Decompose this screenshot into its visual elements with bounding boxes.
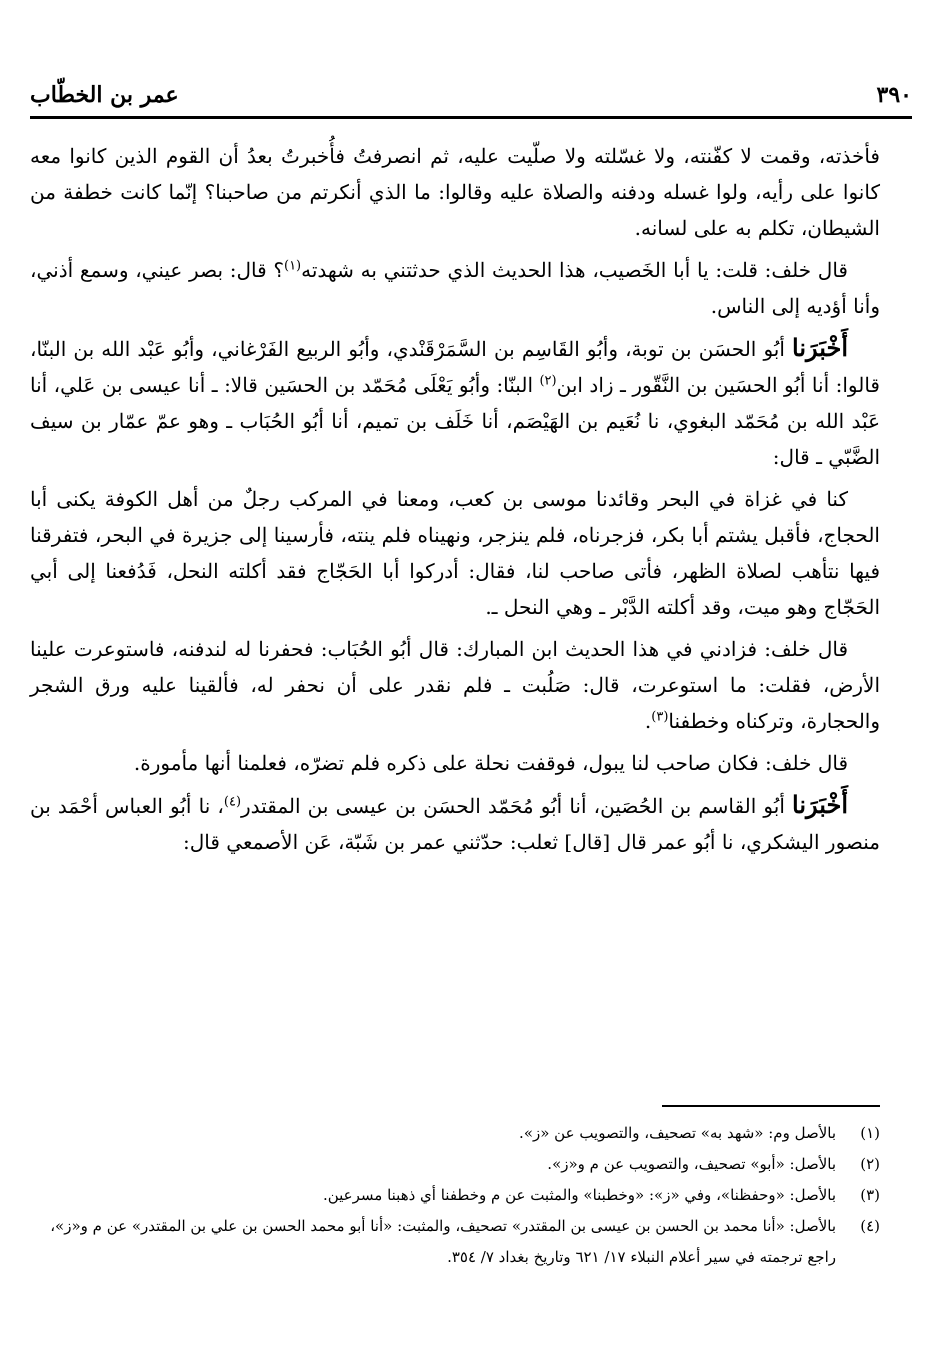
footnote-ref-2: (٢) xyxy=(539,373,557,389)
running-header xyxy=(30,78,912,112)
akhbarana-keyword: أَخْبَرَنا xyxy=(792,790,848,819)
footnote-number: (٣) xyxy=(860,1186,880,1204)
page-number: ٣٩٠ xyxy=(876,82,912,108)
footnote-ref-3: (٣) xyxy=(651,709,669,725)
paragraph-1 xyxy=(30,138,880,246)
paragraph-5-text-a: قال خلف: فزادني في هذا الحديث ابن المبارك: قال أبُو الحُبَاب: فحفرنا له لندفنه، فاستوعرت علينا الأرض، فقلت: ما استوعرت، قال: صَلُبت ـ فلم نقدر على أن نحفر له، فألقينا عليه ورق الشجر والحجارة، وتركناه وخطفنا xyxy=(30,637,880,733)
paragraph-1-text: فأخذته، وقمت لا كفّنته، ولا غسّلته ولا صلّيت عليه، ثم انصرفتُ فأُخبرتُ بعدُ أن القوم الذين كانوا معه كانوا على رأيه، ولوا غسله ودفنه والصلاة عليه وقالوا: ما الذي أنكرتم من صاحبنا؟ إنّما كانت خطفة من الشيطان، تكلم به على لسانه. xyxy=(30,144,880,240)
paragraph-7-text-a: أبُو القاسم بن الحُصَين، أنا أبُو مُحَمّد الحسَن بن عيسى بن المقتدر xyxy=(241,794,793,818)
paragraph-4-text: كنا في غزاة في البحر وقائدنا موسى بن كعب، ومعنا في المركب رجلٌ من أهل الكوفة يكنى أبا الحجاج، فأقبل يشتم أبا بكر، فزجرناه، فلم ينزجر، ونهيناه فلم ينته، فأرسينا إلى جزيرة في البحر، فتفرقنا فيها نتأهب لصلاة الظهر، فأتى صاحب لنا، فقال: أدركوا أبا الحَجّاج فقد أكلته النحل، فَدُفعنا إلى أبي الحَجّاج وهو ميت، وقد أكلته الدَّبْر ـ وهي النحل ـ. xyxy=(30,487,880,619)
paragraph-7-text-b: ، نا أبُو العباس أحْمَد بن منصور اليشكري، نا أبُو عمر قال [قال] ثعلب: حدّثني عمر بن شَبّة، عَن الأصمعي قال: xyxy=(30,794,880,854)
running-title: عمر بن الخطّاب xyxy=(30,82,179,108)
footnote-item xyxy=(30,1118,880,1149)
header-rule xyxy=(30,116,912,119)
footnote-text: بالأصل: «وحفظنا»، وفي «ز»: «وخطبنا» والمثبت عن م وخطفنا أي ذهبنا مسرعين. xyxy=(322,1186,836,1204)
akhbarana-keyword: أَخْبَرَنا xyxy=(792,333,848,362)
main-text xyxy=(30,138,880,866)
footnotes xyxy=(30,1118,880,1273)
footnote-item xyxy=(30,1211,880,1273)
paragraph-2-text-b: ؟ قال: بصر عيني، وسمع أذني، وأنا أؤديه إلى الناس. xyxy=(30,258,880,318)
footnote-ref-4: (٤) xyxy=(223,794,242,810)
footnote-text: بالأصل: «أبو» تصحيف، والتصويب عن م و«ز». xyxy=(547,1155,836,1173)
paragraph-5-text-b: . xyxy=(644,709,652,733)
paragraph-3-text-a: أبُو الحسَن بن توبة، وأبُو القَاسِم بن السَّمَرْقَنْدي، وأبُو الربيع الفَرْغاني، وأبُو عَبْد الله بن البنّا، قالوا: أنا أبُو الحسَين بن النَّقّور ـ زاد ابن xyxy=(30,337,880,397)
footnote-number: (١) xyxy=(860,1124,880,1142)
paragraph-6 xyxy=(30,745,880,781)
paragraph-3-text-b: البنّا: وأبُو يَعْلَى مُحَمّد بن الحسَين قالا: ـ أنا عيسى بن عَلي، أنا عَبْد الله بن مُحَمّد البغوي، نا نُعَيم بن الهَيْصَم، أنا خَلَف بن تميم، أنا أبُو الحُبَاب ـ وهو عمّ عمّار بن سيف الضَّبّي ـ قال: xyxy=(30,373,880,469)
footnote-number: (٤) xyxy=(860,1217,880,1235)
paragraph-5 xyxy=(30,631,880,739)
footnote-item xyxy=(30,1180,880,1211)
paragraph-3 xyxy=(30,330,880,475)
footnote-number: (٢) xyxy=(860,1155,880,1173)
paragraph-6-text: قال خلف: فكان صاحب لنا يبول، فوقفت نحلة على ذكره فلم تضرّه، فعلمنا أنها مأمورة. xyxy=(133,751,848,775)
footnote-ref-1: (١) xyxy=(283,258,302,274)
footnote-text: بالأصل: «أنا محمد بن الحسن بن عيسى بن المقتدر» تصحيف، والمثبت: «أنا أبو محمد الحسن بن علي بن المقتدر» عن م و«ز»، راجع ترجمته في سير أعلام النبلاء ١٧/ ٦٢١ وتاريخ بغداد ٧/ ٣٥٤. xyxy=(50,1217,836,1266)
footnote-text: بالأصل وم: «شهد به» تصحيف، والتصويب عن «ز». xyxy=(519,1124,836,1142)
footnote-rule xyxy=(662,1105,880,1107)
paragraph-4 xyxy=(30,481,880,625)
paragraph-2 xyxy=(30,252,880,324)
paragraph-7 xyxy=(30,787,880,860)
paragraph-2-text-a: قال خلف: قلت: يا أبا الخَصيب، هذا الحديث الذي حدثتني به شهدته xyxy=(301,258,848,282)
footnote-item xyxy=(30,1149,880,1180)
